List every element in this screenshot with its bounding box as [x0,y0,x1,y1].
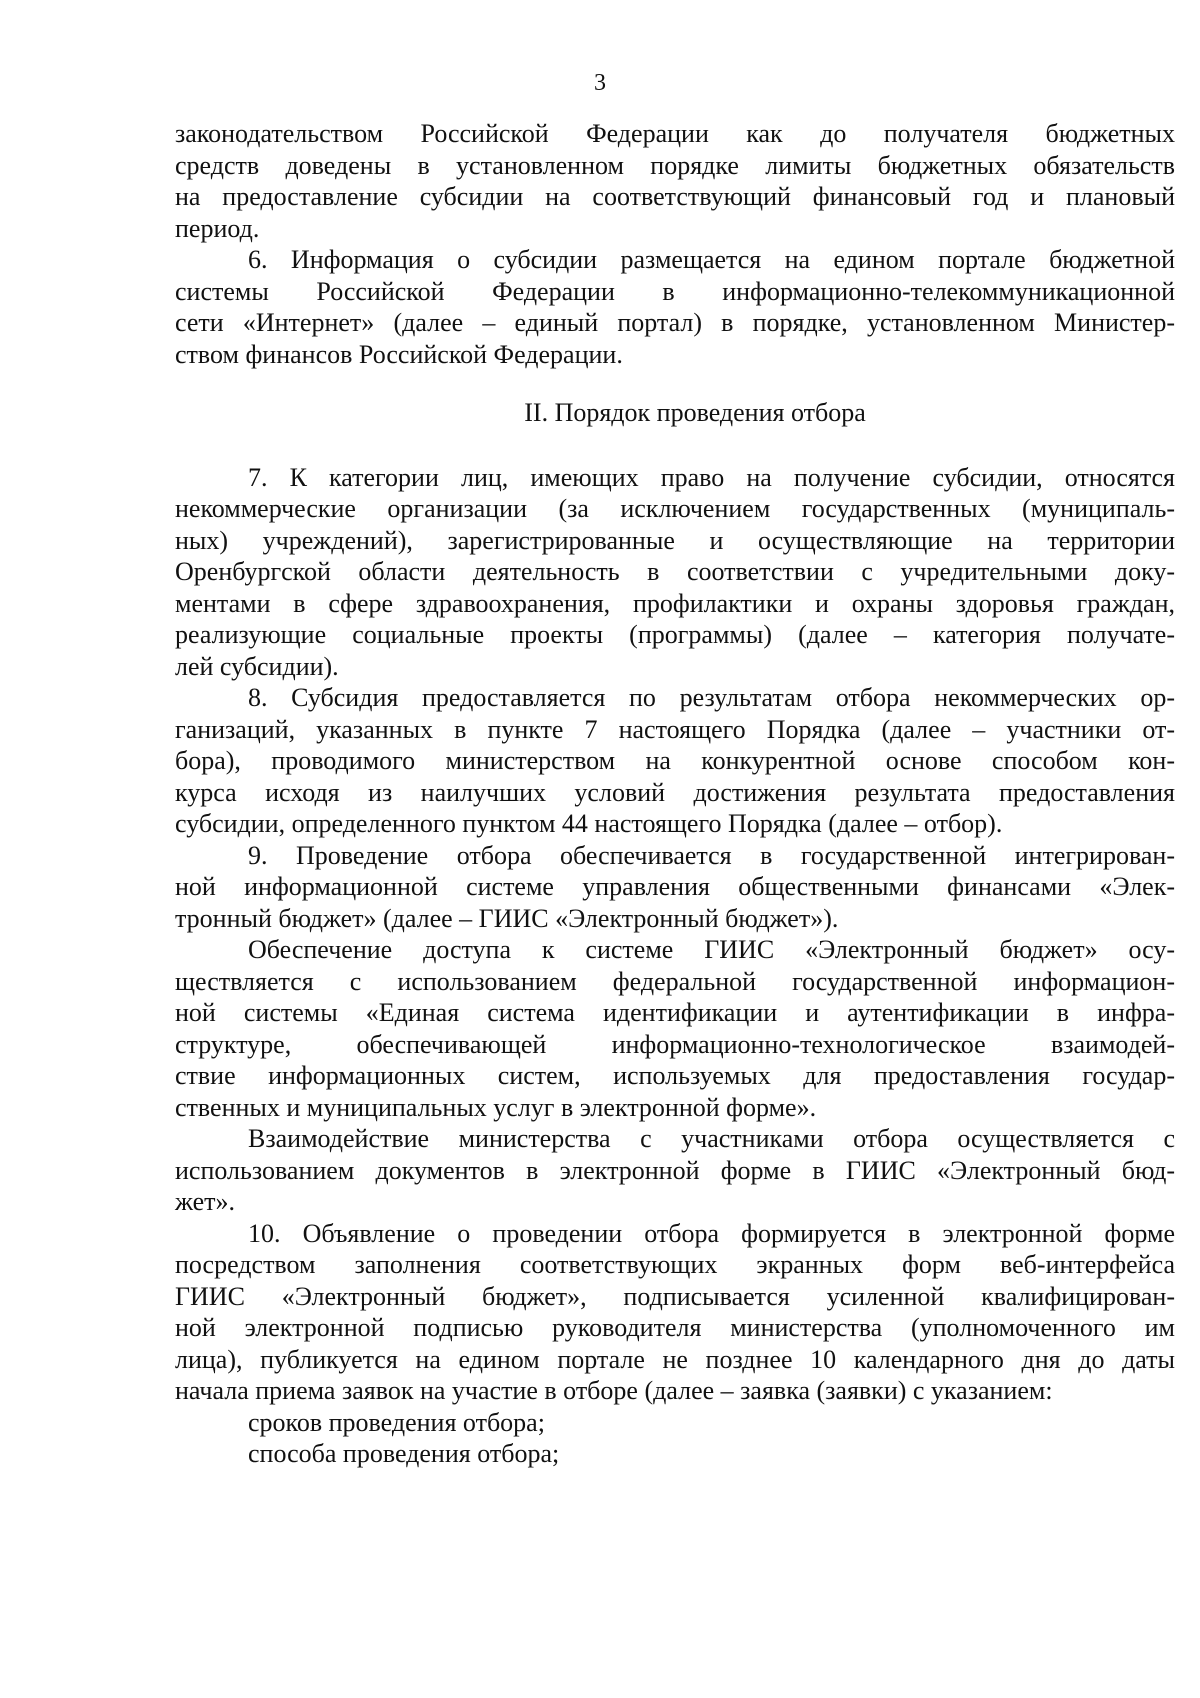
paragraph [175,934,1175,1123]
text-line: бора), проводимого министерством на конкурентной основе способом кон- [175,746,1175,775]
text-line: 10. Объявление о проведении отбора формируется в электронной форме [248,1218,1175,1248]
section-heading: II. Порядок проведения отбора [524,398,866,427]
text-line: курса исходя из наилучших условий достижения результата предоставления [175,777,1175,807]
text-line: Обеспечение доступа к системе ГИИС «Электронный бюджет» осу- [248,935,1175,964]
paragraph [175,1218,1175,1407]
text-line: ществляется с использованием федеральной государственной информацион- [175,966,1175,996]
text-line: субсидии, определенного пунктом 44 настоящего Порядка (далее – отбор). [175,809,1003,838]
text-line: средств доведены в установленном порядке лимиты бюджетных обязательств [175,150,1175,180]
text-line: лей субсидии). [175,651,339,681]
text-line: Взаимодействие министерства с участниками отбора осуществляется с [248,1124,1175,1153]
page-number: 3 [594,70,606,96]
text-line: жет». [175,1187,236,1216]
text-line: тронный бюджет» (далее – ГИИС «Электронный бюджет»). [175,903,839,933]
text-line: реализующие социальные проекты (программы) (далее – категория получате- [175,620,1175,649]
text-line: на предоставление субсидии на соответствующий финансовый год и плановый [175,182,1175,211]
text-line: период. [175,213,260,243]
paragraph [175,244,1175,370]
text-line: Оренбургской области деятельность в соответствии с учредительными доку- [175,557,1175,586]
text-line: начала приема заявок на участие в отборе (далее – заявка (заявки) с указанием: [175,1376,1053,1405]
text-line: 6. Информация о субсидии размещается на едином портале бюджетной [248,245,1175,274]
text-line: ГИИС «Электронный бюджет», подписывается усиленной квалифицирован- [175,1281,1175,1311]
text-line: 9. Проведение отбора обеспечивается в государственной интегрирован- [248,840,1175,870]
document-body [175,118,1175,1470]
text-line: некоммерческие организации (за исключением государственных (муниципаль- [175,494,1175,523]
text-line: ных) учреждений), зарегистрированные и осуществляющие на территории [175,525,1175,555]
text-line: системы Российской Федерации в информационно-телекоммуникационной [175,276,1175,306]
text-line: ствие информационных систем, используемых для предоставления государ- [175,1061,1175,1090]
text-line: ной электронной подписью руководителя министерства (уполномоченного им [175,1313,1175,1342]
text-line: законодательством Российской Федерации как до получателя бюджетных [175,119,1175,148]
text-line: ганизаций, указанных в пункте 7 настоящего Порядка (далее – участники от- [175,714,1175,744]
paragraph [175,1123,1175,1218]
paragraph [175,462,1175,683]
text-line: ной системы «Единая система идентификации и аутентификации в инфра- [175,998,1175,1027]
text-line: 7. К категории лиц, имеющих право на получение субсидии, относятся [248,462,1175,492]
text-line: структуре, обеспечивающей информационно-технологическое взаимодей- [175,1029,1175,1059]
list-item: способа проведения отбора; [248,1439,560,1468]
text-line: посредством заполнения соответствующих экранных форм веб-интерфейса [175,1250,1175,1279]
text-line: использованием документов в электронной форме в ГИИС «Электронный бюд- [175,1155,1175,1185]
text-line: сети «Интернет» (далее – единый портал) в порядке, установленном Министер- [175,308,1175,337]
paragraph [175,118,1175,244]
text-line: ментами в сфере здравоохранения, профилактики и охраны здоровья граждан, [175,588,1175,618]
paragraph [175,682,1175,840]
text-line: ством финансов Российской Федерации. [175,339,623,369]
list-item: сроков проведения отбора; [248,1407,545,1437]
text-line: ственных и муниципальных услуг в электронной форме». [175,1092,817,1122]
paragraph [175,840,1175,935]
text-line: 8. Субсидия предоставляется по результатам отбора некоммерческих ор- [248,683,1175,712]
text-line: лица), публикуется на едином портале не позднее 10 календарного дня до даты [175,1344,1175,1374]
text-line: ной информационной системе управления общественными финансами «Элек- [175,872,1175,901]
